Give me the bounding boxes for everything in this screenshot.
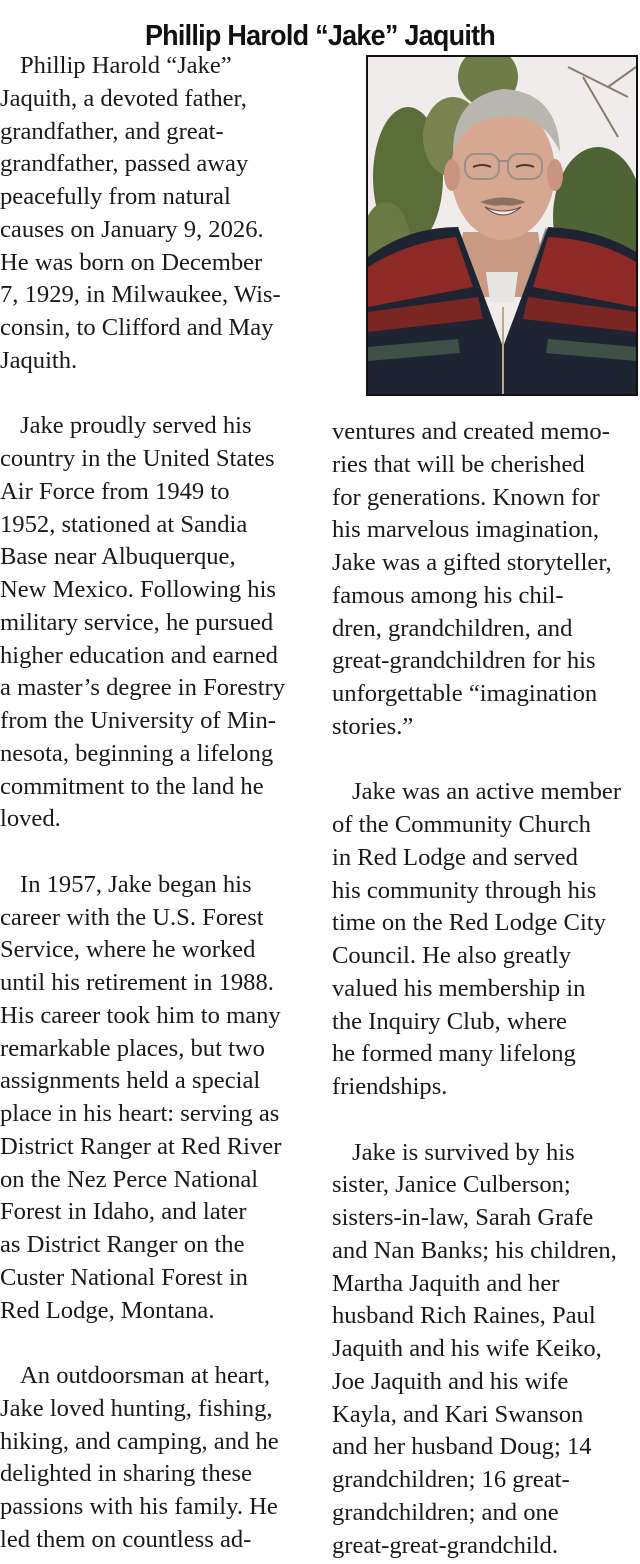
body-text-line: the Inquiry Club, where: [332, 1007, 567, 1035]
paragraph-gap: [0, 836, 320, 869]
body-text-line: assignments held a special: [0, 1067, 261, 1095]
body-text-line: District Ranger at Red River: [0, 1132, 282, 1160]
paragraph-gap: [0, 1327, 320, 1360]
body-text-line: unforgettable “imagination: [332, 680, 598, 707]
body-text-line: ries that will be cherished: [332, 450, 585, 478]
body-text-line: Red Lodge, Montana.: [0, 1296, 215, 1324]
body-text-line: from the University of Min-: [0, 707, 276, 734]
body-text-line: passions with his family. He: [0, 1493, 278, 1520]
body-text-line: higher education and earned: [0, 641, 278, 669]
body-text-line: New Mexico. Following his: [0, 576, 276, 603]
body-text-line: his marvelous imagination,: [332, 516, 600, 544]
body-text-line: loved.: [0, 805, 61, 833]
body-text-line: Jake was a gifted storyteller,: [332, 549, 612, 576]
body-text-line: In 1957, Jake began his: [20, 870, 252, 898]
body-text-line: a master’s degree in Forestry: [0, 674, 286, 702]
body-text-line: consin, to Clifford and May: [0, 314, 274, 341]
body-text-line: 7, 1929, in Milwaukee, Wis-: [0, 281, 281, 309]
portrait-photo: [366, 55, 638, 396]
body-text-line: grandfather, passed away: [0, 150, 249, 178]
body-text-line: and Nan Banks; his children,: [332, 1236, 617, 1264]
body-text-line: led them on countless ad-: [0, 1525, 252, 1553]
body-text-line: Base near Albuquerque,: [0, 543, 236, 571]
body-text-line: ventures and created memo-: [332, 418, 610, 445]
body-text-line: grandfather, and great-: [0, 117, 224, 145]
body-text-line: Jake proudly served his: [20, 412, 252, 440]
body-text-line: Custer National Forest in: [0, 1263, 248, 1291]
body-text-line: peacefully from natural: [0, 183, 231, 210]
body-text-line: country in the United States: [0, 445, 275, 472]
body-text-line: for generations. Known for: [332, 483, 600, 511]
body-text-line: place in his heart: serving as: [0, 1100, 280, 1127]
paragraph-gap: [0, 378, 320, 411]
body-text-line: He was born on December: [0, 248, 263, 276]
body-text-line: in Red Lodge and served: [332, 843, 578, 871]
body-text-line: An outdoorsman at heart,: [20, 1362, 270, 1389]
body-text-line: Jaquith.: [0, 346, 78, 374]
body-text-line: on the Nez Perce National: [0, 1165, 259, 1193]
body-text-line: Kayla, and Kari Swanson: [332, 1400, 584, 1428]
body-text-line: Service, where he worked: [0, 936, 256, 964]
body-text-line: career with the U.S. Forest: [0, 903, 264, 931]
obituary-title: Phillip Harold “Jake” Jaquith: [144, 20, 496, 53]
body-text-line: Jaquith, a devoted father,: [0, 84, 247, 112]
body-text-line: Council. He also greatly: [332, 942, 572, 969]
body-text-line: husband Rich Raines, Paul: [332, 1302, 596, 1330]
body-text-line: dren, grandchildren, and: [332, 614, 573, 642]
paragraph-gap: [332, 744, 640, 777]
body-text-line: Jaquith and his wife Keiko,: [332, 1335, 602, 1362]
body-text-line: military service, he pursued: [0, 608, 274, 636]
body-text-line: Air Force from 1949 to: [0, 477, 230, 505]
body-text-line: great-grandchildren for his: [332, 647, 596, 675]
body-text-line: Phillip Harold “Jake”: [20, 52, 232, 79]
body-text-line: sisters-in-law, Sarah Grafe: [332, 1204, 594, 1231]
body-text-line: Forest in Idaho, and later: [0, 1198, 247, 1226]
body-text-line: great-great-grandchild.: [332, 1531, 559, 1559]
body-text-line: hiking, and camping, and he: [0, 1427, 279, 1455]
body-text-line: commitment to the land he: [0, 772, 264, 800]
body-text-line: grandchildren; 16 great-: [332, 1466, 570, 1493]
body-text-line: Jake is survived by his: [352, 1138, 575, 1166]
body-text-line: and her husband Doug; 14: [332, 1433, 592, 1461]
body-text-line: friendships.: [332, 1073, 448, 1100]
body-text-line: stories.”: [332, 712, 414, 740]
body-text-line: causes on January 9, 2026.: [0, 215, 264, 243]
body-text-line: Joe Jaquith and his wife: [332, 1367, 569, 1395]
body-text-line: he formed many lifelong: [332, 1040, 576, 1068]
body-text-line: His career took him to many: [0, 1001, 281, 1029]
body-text-line: nesota, beginning a lifelong: [0, 739, 274, 767]
body-text-line: Jake was an active member: [352, 778, 622, 806]
body-text-line: delighted in sharing these: [0, 1460, 253, 1488]
body-text-line: of the Community Church: [332, 811, 591, 838]
body-text-line: Jake loved hunting, fishing,: [0, 1394, 273, 1422]
portrait-image-icon: [368, 57, 636, 394]
body-text-line: as District Ranger on the: [0, 1231, 245, 1258]
body-text-line: time on the Red Lodge City: [332, 909, 606, 937]
body-text-line: his community through his: [332, 876, 597, 904]
obituary-left-column: [0, 50, 320, 1557]
body-text-line: valued his membership in: [332, 974, 586, 1002]
body-text-line: grandchildren; and one: [332, 1498, 559, 1526]
obituary-right-column: [332, 416, 640, 1562]
paragraph-gap: [332, 1104, 640, 1137]
body-text-line: 1952, stationed at Sandia: [0, 510, 248, 538]
body-text-line: famous among his chil-: [332, 581, 564, 609]
body-text-line: sister, Janice Culberson;: [332, 1171, 571, 1199]
body-text-line: remarkable places, but two: [0, 1034, 265, 1062]
body-text-line: Martha Jaquith and her: [332, 1269, 560, 1297]
body-text-line: until his retirement in 1988.: [0, 969, 274, 996]
